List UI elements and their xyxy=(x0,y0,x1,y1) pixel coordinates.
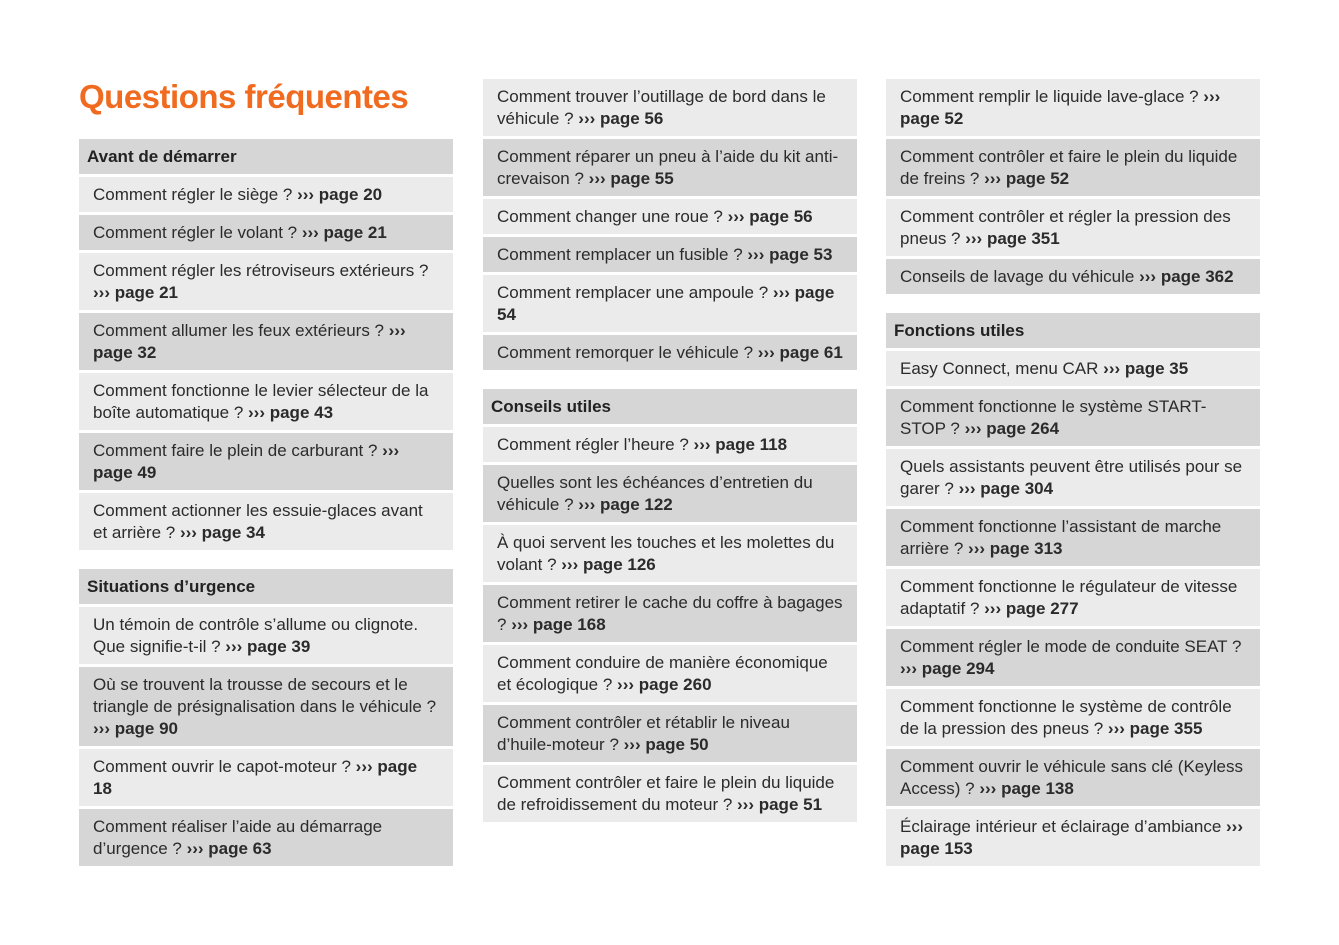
faq-question: Comment actionner les essuie-glaces avant et arrière ? xyxy=(93,501,423,542)
faq-question: Éclairage intérieur et éclairage d’ambiance xyxy=(900,817,1227,836)
faq-item[interactable] xyxy=(79,749,453,806)
page-reference-link[interactable]: ››› page 20 xyxy=(297,185,383,204)
faq-question: Comment contrôler et faire le plein du liquide de freins ? xyxy=(900,147,1238,188)
faq-question: Comment remplir le liquide lave-glace ? xyxy=(900,87,1204,106)
page-reference-link[interactable]: ››› page 304 xyxy=(958,479,1054,498)
faq-question: Comment fonctionne le levier sélecteur de la boîte automatique ? xyxy=(93,381,429,422)
faq-item[interactable] xyxy=(79,253,453,310)
faq-question: Comment régler les rétroviseurs extérieurs ? xyxy=(93,261,429,280)
faq-item[interactable] xyxy=(886,749,1260,806)
page-reference-link[interactable]: ››› page 63 xyxy=(186,839,272,858)
page-reference-link[interactable]: ››› page 362 xyxy=(1139,267,1234,286)
faq-item[interactable] xyxy=(886,569,1260,626)
faq-item[interactable] xyxy=(483,427,857,462)
page-reference-link[interactable]: ››› page 61 xyxy=(757,343,843,362)
faq-item[interactable] xyxy=(79,493,453,550)
faq-item[interactable] xyxy=(886,509,1260,566)
page-reference-link[interactable]: ››› page 56 xyxy=(578,109,664,128)
faq-item[interactable] xyxy=(483,765,857,822)
faq-item[interactable] xyxy=(886,809,1260,866)
faq-section xyxy=(79,139,453,550)
page-reference-link[interactable]: ››› page 34 xyxy=(179,523,265,542)
faq-question: Comment faire le plein de carburant ? xyxy=(93,441,383,460)
faq-section xyxy=(886,313,1260,866)
faq-question: Comment fonctionne l’assistant de marche arrière ? xyxy=(900,517,1222,558)
faq-question: Easy Connect, menu CAR xyxy=(900,359,1104,378)
page-reference-link[interactable]: ››› page 55 xyxy=(588,169,674,188)
section-heading: Fonctions utiles xyxy=(886,313,1260,348)
faq-question: Quelles sont les échéances d’entretien du véhicule ? xyxy=(497,473,813,514)
faq-item[interactable] xyxy=(886,449,1260,506)
faq-question: Comment retirer le cache du coffre à bagages ? xyxy=(497,593,843,634)
faq-question: Comment remplacer une ampoule ? xyxy=(497,283,773,302)
faq-item[interactable] xyxy=(483,705,857,762)
faq-item[interactable] xyxy=(886,629,1260,686)
faq-question: Comment remorquer le véhicule ? xyxy=(497,343,758,362)
faq-question: Comment trouver l’outillage de bord dans le véhicule ? xyxy=(497,87,826,128)
faq-item[interactable] xyxy=(886,139,1260,196)
page-reference-link[interactable]: ››› page 18 xyxy=(93,757,418,798)
page-reference-link[interactable]: ››› page 39 xyxy=(225,637,311,656)
page-reference-link[interactable]: ››› page 294 xyxy=(900,659,995,678)
faq-item[interactable] xyxy=(483,275,857,332)
page-reference-link[interactable]: ››› page 153 xyxy=(900,817,1243,858)
faq-item[interactable] xyxy=(886,199,1260,256)
faq-question: Comment régler le mode de conduite SEAT ? xyxy=(900,637,1242,656)
page-reference-link[interactable]: ››› page 355 xyxy=(1107,719,1203,738)
page-reference-link[interactable]: ››› page 35 xyxy=(1103,359,1189,378)
page-reference-link[interactable]: ››› page 50 xyxy=(623,735,709,754)
faq-item[interactable] xyxy=(886,79,1260,136)
faq-item[interactable] xyxy=(483,237,857,272)
faq-item[interactable] xyxy=(79,607,453,664)
faq-item[interactable] xyxy=(79,667,453,746)
page-title: Questions fréquentes xyxy=(79,78,409,115)
page-reference-link[interactable]: ››› page 138 xyxy=(979,779,1074,798)
faq-question: Comment ouvrir le capot-moteur ? xyxy=(93,757,356,776)
faq-item[interactable] xyxy=(886,389,1260,446)
faq-item[interactable] xyxy=(483,139,857,196)
faq-item[interactable] xyxy=(886,351,1260,386)
page-reference-link[interactable]: ››› page 52 xyxy=(984,169,1070,188)
faq-section xyxy=(79,569,453,866)
page-reference-link[interactable]: ››› page 54 xyxy=(497,283,835,324)
faq-question: Comment fonctionne le régulateur de vitesse adaptatif ? xyxy=(900,577,1238,618)
faq-question: Quels assistants peuvent être utilisés pour se garer ? xyxy=(900,457,1243,498)
section-heading: Conseils utiles xyxy=(483,389,857,424)
faq-question: Comment régler le siège ? xyxy=(93,185,298,204)
page-reference-link[interactable]: ››› page 264 xyxy=(964,419,1060,438)
faq-question: Comment contrôler et faire le plein du liquide de refroidissement du moteur ? xyxy=(497,773,835,814)
faq-question: Comment contrôler et régler la pression des pneus ? xyxy=(900,207,1231,248)
faq-item[interactable] xyxy=(79,177,453,212)
section-heading: Avant de démarrer xyxy=(79,139,453,174)
faq-item[interactable] xyxy=(79,809,453,866)
page-reference-link[interactable]: ››› page 21 xyxy=(301,223,387,242)
page-reference-link[interactable]: ››› page 277 xyxy=(984,599,1079,618)
faq-item[interactable] xyxy=(79,313,453,370)
faq-item[interactable] xyxy=(483,585,857,642)
section-heading: Situations d’urgence xyxy=(79,569,453,604)
faq-question: Conseils de lavage du véhicule xyxy=(900,267,1140,286)
faq-item[interactable] xyxy=(483,525,857,582)
page-reference-link[interactable]: ››› page 43 xyxy=(248,403,334,422)
faq-question: Comment changer une roue ? xyxy=(497,207,728,226)
page-reference-link[interactable]: ››› page 126 xyxy=(561,555,656,574)
faq-question: Où se trouvent la trousse de secours et le triangle de présignalisation dans le véhicule ? xyxy=(93,675,437,716)
page-reference-link[interactable]: ››› page 351 xyxy=(965,229,1060,248)
faq-item[interactable] xyxy=(483,335,857,370)
faq-section xyxy=(483,389,857,822)
page-reference-link[interactable]: ››› page 168 xyxy=(511,615,606,634)
faq-item[interactable] xyxy=(79,215,453,250)
page-reference-link[interactable]: ››› page 21 xyxy=(93,283,179,302)
page-reference-link[interactable]: ››› page 53 xyxy=(747,245,833,264)
page-reference-link[interactable]: ››› page 56 xyxy=(727,207,813,226)
page-reference-link[interactable]: ››› page 118 xyxy=(693,435,788,454)
faq-item[interactable] xyxy=(483,79,857,136)
page-reference-link[interactable]: ››› page 313 xyxy=(968,539,1063,558)
faq-question: Comment fonctionne le système START-STOP ? xyxy=(900,397,1207,438)
faq-item[interactable] xyxy=(79,433,453,490)
page-reference-link[interactable]: ››› page 122 xyxy=(578,495,673,514)
faq-question: Comment réparer un pneu à l’aide du kit anti-crevaison ? xyxy=(497,147,839,188)
faq-question: Comment fonctionne le système de contrôle de la pression des pneus ? xyxy=(900,697,1232,738)
faq-question: Comment conduire de manière économique et écologique ? xyxy=(497,653,828,694)
page-reference-link[interactable]: ››› page 52 xyxy=(900,87,1221,128)
faq-item[interactable] xyxy=(483,465,857,522)
faq-question: Comment ouvrir le véhicule sans clé (Keyless Access) ? xyxy=(900,757,1243,798)
faq-question: Un témoin de contrôle s’allume ou clignote. Que signifie-t-il ? xyxy=(93,615,419,656)
faq-item[interactable] xyxy=(483,645,857,702)
column-2 xyxy=(483,79,857,841)
page-reference-link[interactable]: ››› page 260 xyxy=(617,675,712,694)
faq-item[interactable] xyxy=(886,689,1260,746)
faq-item[interactable] xyxy=(483,199,857,234)
faq-item[interactable] xyxy=(886,259,1260,294)
faq-question: Comment régler l’heure ? xyxy=(497,435,694,454)
faq-question: Comment régler le volant ? xyxy=(93,223,302,242)
page-reference-link[interactable]: ››› page 49 xyxy=(93,441,400,482)
faq-section xyxy=(886,79,1260,294)
faq-question: Comment contrôler et rétablir le niveau d’huile-moteur ? xyxy=(497,713,790,754)
column-3 xyxy=(886,79,1260,885)
faq-question: À quoi servent les touches et les molettes du volant ? xyxy=(497,533,835,574)
faq-question: Comment réaliser l’aide au démarrage d’urgence ? xyxy=(93,817,383,858)
faq-item[interactable] xyxy=(79,373,453,430)
page-reference-link[interactable]: ››› page 32 xyxy=(93,321,406,362)
page-reference-link[interactable]: ››› page 51 xyxy=(737,795,823,814)
faq-section xyxy=(483,79,857,370)
faq-question: Comment remplacer un fusible ? xyxy=(497,245,748,264)
page-reference-link[interactable]: ››› page 90 xyxy=(93,719,179,738)
faq-question: Comment allumer les feux extérieurs ? xyxy=(93,321,389,340)
column-1 xyxy=(79,139,453,885)
